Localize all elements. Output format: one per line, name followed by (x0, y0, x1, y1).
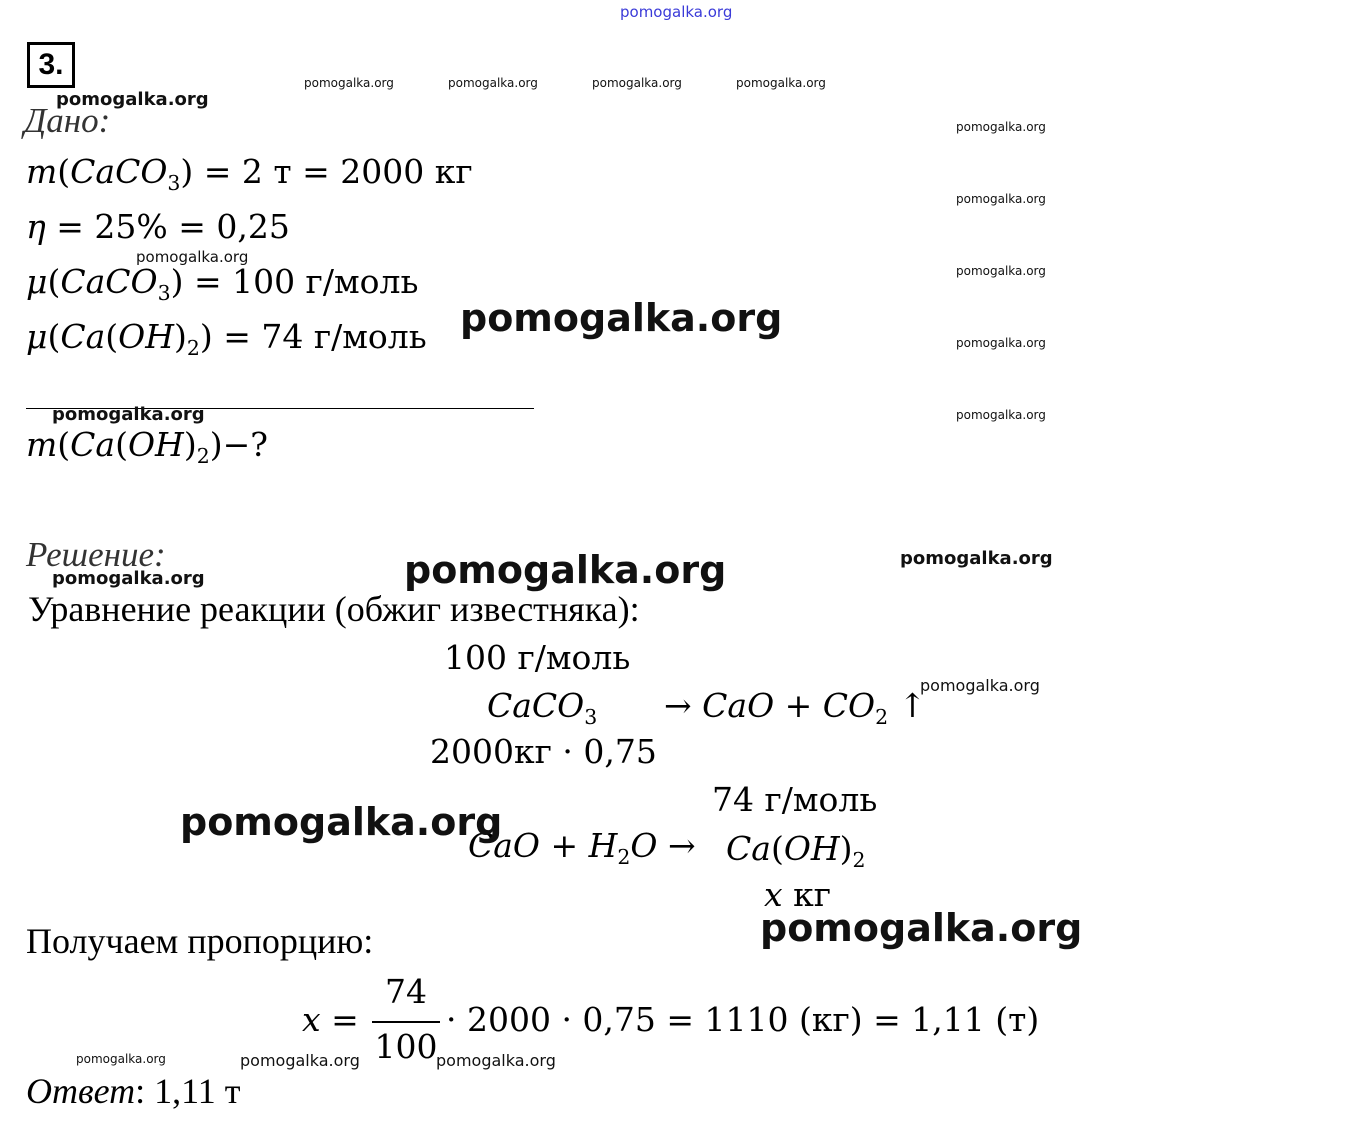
watermark: pomogalka.org (956, 264, 1046, 278)
watermark: pomogalka.org (956, 336, 1046, 350)
watermark: pomogalka.org (448, 76, 538, 90)
formula-rest: · 2000 · 0,75 = 1110 (кг) = 1,11 (т) (446, 1000, 1040, 1039)
formula-numerator: 74 (385, 972, 427, 1011)
given-line-molar-caoh2: $\mu(Ca(OH)_2) = 74$ г/моль (26, 317, 427, 361)
given-line-yield: η = 25% = 0,25 (26, 207, 290, 246)
watermark: pomogalka.org (956, 120, 1046, 134)
watermark: pomogalka.org (180, 800, 503, 844)
watermark: pomogalka.org (460, 296, 783, 340)
watermark: pomogalka.org (900, 548, 1053, 569)
reaction1-products: → CaO + $CO_2$ ↑ (664, 686, 927, 730)
reaction1-below-label: 2000кг · 0,75 (430, 732, 657, 771)
watermark: pomogalka.org (956, 192, 1046, 206)
header-watermark: pomogalka.org (620, 3, 733, 21)
find-line: $m(Ca(OH)_2)-$? (26, 425, 268, 469)
watermark: pomogalka.org (956, 408, 1046, 422)
reaction1-reactant: CaCO$_3$ (487, 686, 598, 730)
watermark: pomogalka.org (760, 906, 1083, 950)
watermark: pomogalka.org (76, 1052, 166, 1066)
watermark: pomogalka.org (436, 1051, 556, 1070)
reaction2-below-label: x кг (764, 875, 832, 914)
watermark: pomogalka.org (52, 568, 205, 589)
watermark: pomogalka.org (592, 76, 682, 90)
reaction-caption: Уравнение реакции (обжиг известняка): (28, 589, 640, 629)
formula-denominator: 100 (374, 1027, 438, 1066)
given-line-molar-caco3: μ(CaCO$_3$) = 100 г/моль (26, 262, 419, 306)
watermark: pomogalka.org (136, 248, 249, 266)
answer-label: Ответ (26, 1071, 136, 1111)
answer-value: : 1,11 т (135, 1071, 241, 1111)
reaction1-above-label: 100 г/моль (444, 638, 631, 677)
watermark: pomogalka.org (920, 676, 1040, 695)
given-heading: Дано: (24, 101, 111, 140)
watermark: pomogalka.org (736, 76, 826, 90)
watermark: pomogalka.org (404, 548, 727, 592)
reaction2-above-label: 74 г/моль (712, 780, 878, 819)
given-line-mass: m(CaCO$_3$) = 2 т = 2000 кг (26, 152, 473, 196)
reaction2-reactants: CaO + $H_2O$ → (468, 826, 696, 870)
reaction2-product: $Ca(OH)_2$ (726, 829, 866, 873)
proportion-caption: Получаем пропорцию: (26, 921, 374, 961)
solution-heading: Решение: (26, 535, 166, 574)
watermark: pomogalka.org (56, 89, 209, 110)
watermark: pomogalka.org (52, 404, 205, 425)
watermark: pomogalka.org (240, 1051, 360, 1070)
task-number-box: 3. (27, 42, 75, 88)
formula-lhs: x = (302, 1000, 359, 1039)
answer-line (26, 1073, 241, 1109)
watermark: pomogalka.org (304, 76, 394, 90)
fraction-bar (372, 1021, 440, 1023)
